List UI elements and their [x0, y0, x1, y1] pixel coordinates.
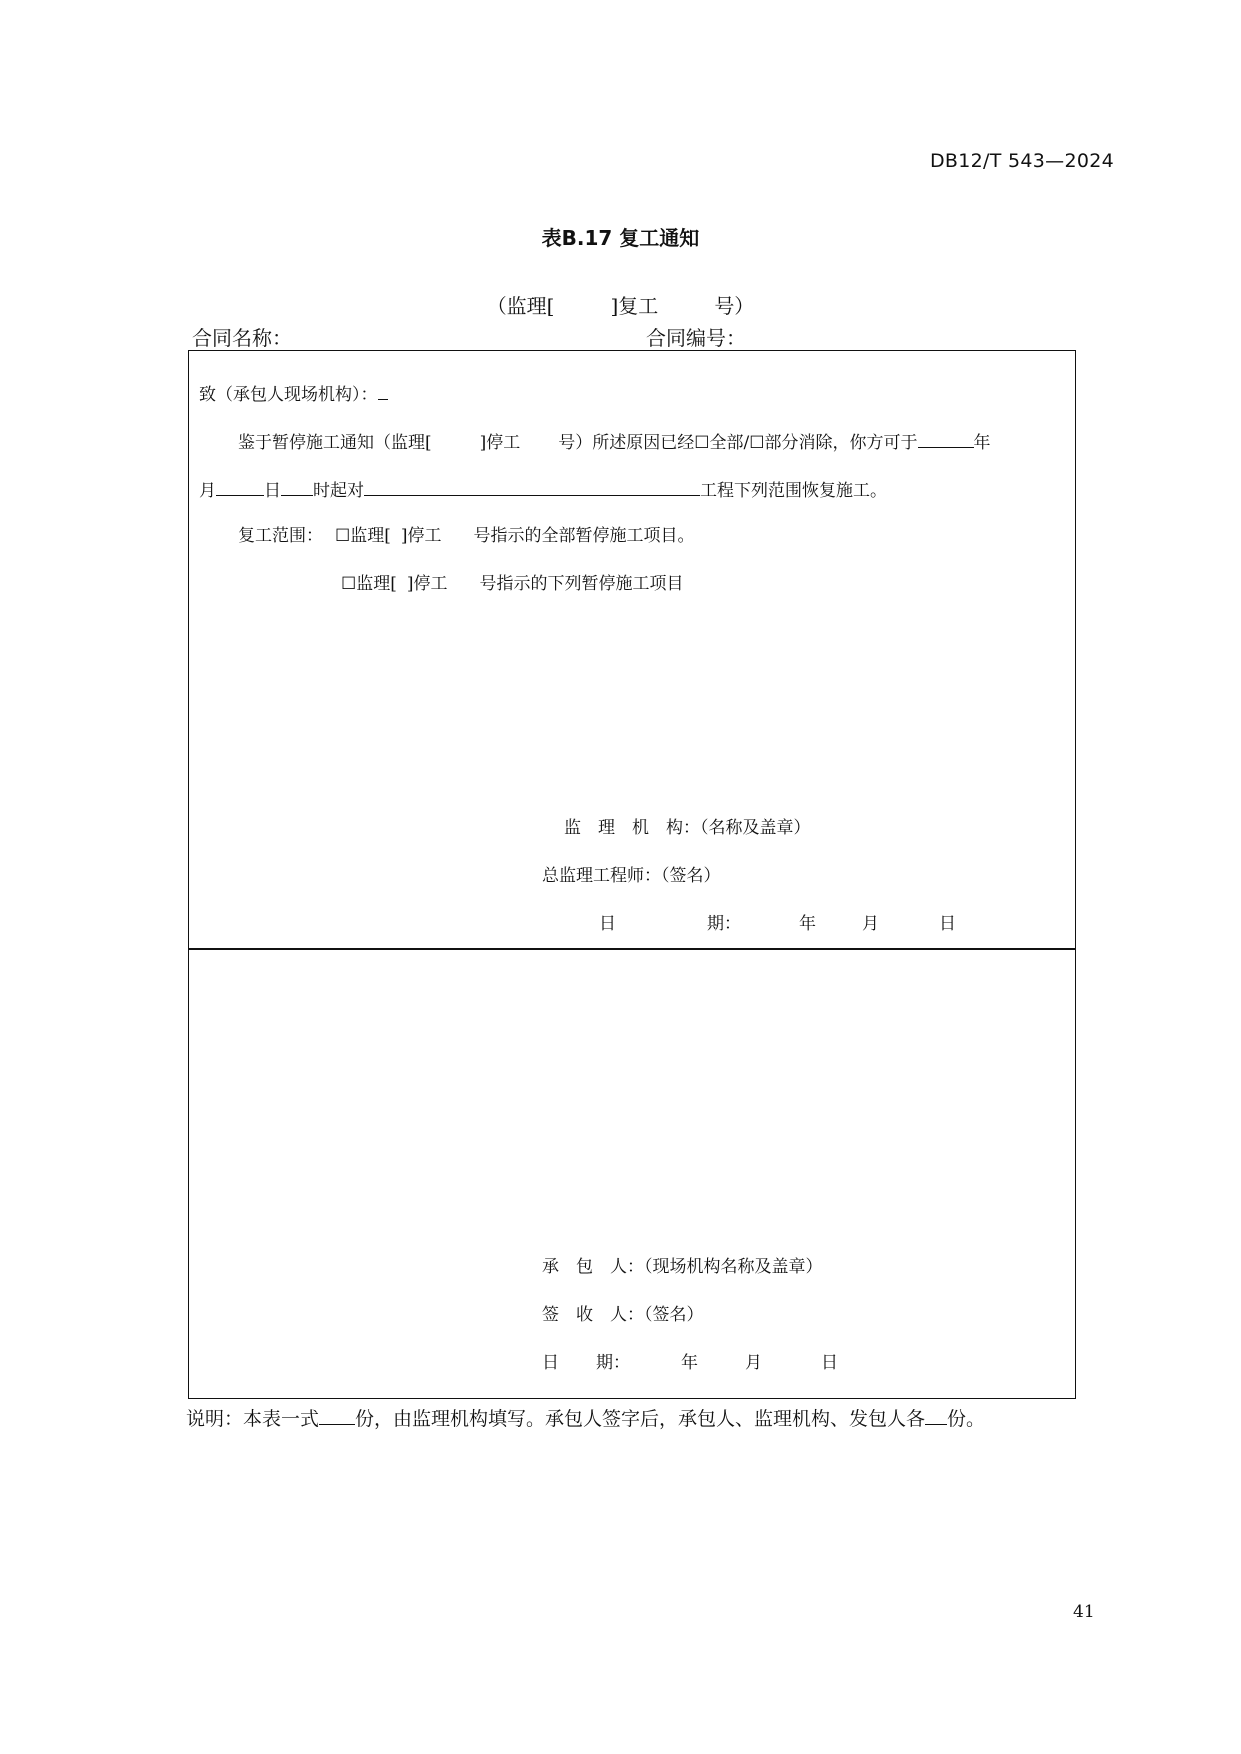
chief-engineer-line: 总监理工程师：（签名） — [542, 866, 721, 886]
receiver-line: 签 收 人：（签名） — [542, 1305, 704, 1325]
form-note — [186, 1404, 985, 1431]
page-number: 41 — [1073, 1602, 1095, 1622]
scope-option2-c: 号指示的下列暂停施工项目 — [479, 574, 684, 594]
resume-day-blank[interactable] — [281, 477, 313, 496]
document-code: DB12/T 543—2024 — [929, 150, 1114, 172]
body-line1-c: 号）所述原因已经☐全部/☐部分消除，你方可于 — [558, 433, 918, 453]
serial-prefix: （监理[ — [486, 294, 555, 318]
notice-date-label-b: 期： — [707, 914, 741, 934]
supervisor-org-line: 监 理 机 构：（名称及盖章） — [564, 818, 811, 838]
copies-blank-2[interactable] — [925, 1406, 947, 1425]
contractor-line: 承 包 人：（现场机构名称及盖章） — [542, 1257, 823, 1277]
copies-blank-1[interactable] — [319, 1406, 355, 1425]
serial-mid: ]复工 — [610, 294, 659, 318]
resume-month-blank[interactable] — [216, 477, 264, 496]
project-name-blank[interactable] — [364, 477, 700, 496]
scope-label: 复工范围： — [238, 526, 323, 546]
scope-option1-b: ]停工 — [400, 526, 442, 546]
receipt-date-day: 日 — [821, 1353, 838, 1373]
scope-option2-b: ]停工 — [406, 574, 448, 594]
body-line2-b: 日 — [264, 481, 281, 501]
body-line2-c: 时起对 — [313, 481, 364, 501]
body-line-1 — [238, 429, 991, 454]
form-title: 表B.17 复工通知 — [541, 226, 700, 250]
body-line2-a: 月 — [199, 481, 216, 501]
scope-line-2 — [341, 573, 684, 595]
form-serial-number — [0, 290, 1241, 319]
note-part-a: 说明：本表一式 — [186, 1408, 320, 1430]
receipt-date-month: 月 — [745, 1353, 762, 1373]
receipt-date-label-b: 期： — [596, 1353, 630, 1373]
note-part-c: 份。 — [947, 1408, 986, 1430]
addressee-label: 致（承包人现场机构）： — [199, 385, 378, 405]
resume-year-blank[interactable] — [918, 429, 974, 448]
receipt-date-label-a: 日 — [542, 1353, 559, 1373]
body-line1-d: 年 — [973, 433, 991, 453]
notice-section — [188, 350, 1076, 950]
scope-option1-c: 号指示的全部暂停施工项目。 — [473, 526, 695, 546]
addressee-line — [199, 381, 388, 406]
scope-option2-a[interactable]: ☐监理[ — [341, 574, 397, 594]
serial-suffix: 号） — [714, 294, 755, 318]
note-part-b: 份，由监理机构填写。承包人签字后，承包人、监理机构、发包人各 — [355, 1408, 926, 1430]
body-line1-a: 鉴于暂停施工通知（监理[ — [238, 433, 432, 453]
receipt-date-year: 年 — [681, 1353, 698, 1373]
body-line2-d: 工程下列范围恢复施工。 — [700, 481, 887, 501]
contract-name-label: 合同名称： — [192, 326, 292, 350]
notice-date-label-a: 日 — [599, 914, 616, 934]
receipt-section — [188, 948, 1076, 1399]
scope-line-1 — [238, 525, 695, 547]
notice-date-day: 日 — [939, 914, 956, 934]
notice-date-year: 年 — [799, 914, 816, 934]
body-line1-b: ]停工 — [479, 433, 521, 453]
body-line-2 — [199, 477, 887, 502]
contract-number-label: 合同编号： — [646, 326, 746, 350]
scope-option1-a[interactable]: ☐监理[ — [335, 526, 391, 546]
notice-date-month: 月 — [862, 914, 879, 934]
addressee-blank[interactable] — [378, 381, 388, 400]
